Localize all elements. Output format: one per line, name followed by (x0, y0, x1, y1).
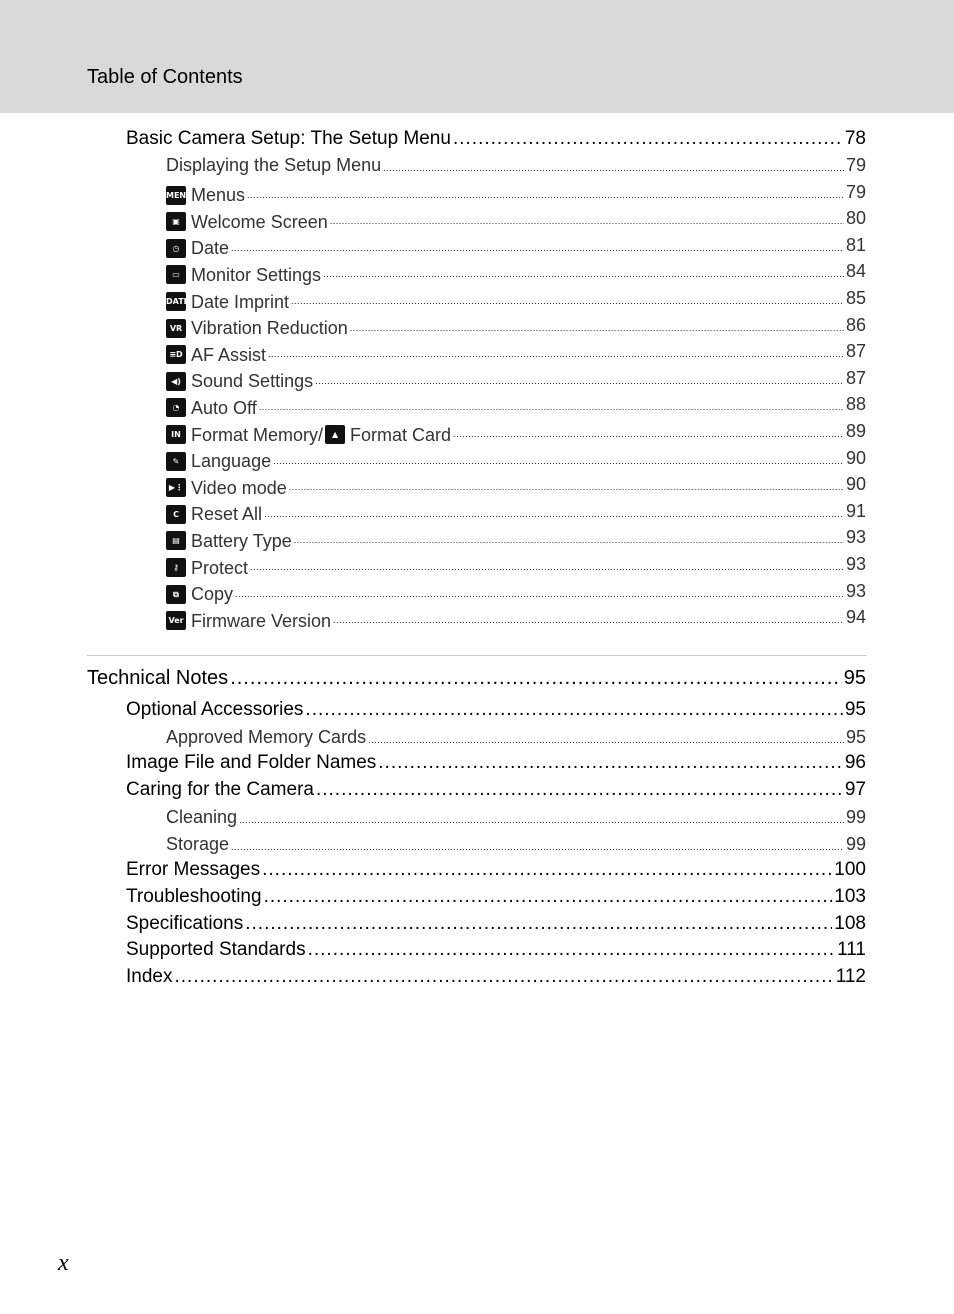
leader-dots (305, 697, 842, 723)
toc-entry[interactable] (126, 911, 866, 937)
toc-entry-page: 95 (843, 667, 866, 689)
toc-entry-page: 93 (845, 580, 866, 601)
toc-entry-label: AF Assist (191, 344, 267, 365)
toc-entry-label: Format Card (350, 424, 452, 445)
leader-dots (330, 208, 844, 234)
toc-entry-page: 93 (845, 527, 866, 548)
toc-entry-technical-notes[interactable] (87, 665, 866, 691)
toc-entry-page: 108 (834, 912, 866, 934)
toc-entry-page: 99 (845, 833, 866, 854)
toc-entry-label: Index (126, 966, 173, 987)
toc-entry[interactable] (166, 285, 866, 311)
auto-off-icon: ◔ (166, 398, 186, 417)
toc-entry-label: Storage (166, 833, 230, 854)
toc-entry-label-group (166, 315, 348, 341)
toc-entry-page: 89 (845, 421, 866, 441)
toc-entry[interactable] (166, 445, 866, 471)
date-imprint-icon: DATE (166, 292, 186, 311)
toc-entry-page: 90 (845, 474, 866, 495)
toc-entry[interactable] (126, 857, 866, 883)
toc-entry-page: 95 (844, 699, 866, 720)
toc-entry-label: Welcome Screen (191, 211, 328, 232)
toc-entry-label: Date Imprint (191, 291, 290, 312)
toc-entry-page: 86 (845, 314, 866, 335)
toc-entry-label: Firmware Version (191, 610, 332, 631)
key-icon: ⚷ (166, 558, 186, 577)
toc-entry[interactable] (166, 471, 866, 497)
toc-entry-label: Copy (191, 584, 234, 605)
toc-entry-page: 94 (845, 607, 866, 628)
toc-entry-label: Caring for the Camera (126, 779, 314, 801)
toc-entry-page: 112 (835, 966, 866, 987)
toc-entry[interactable] (166, 179, 866, 205)
toc-entry[interactable] (166, 604, 866, 630)
toc-entry[interactable] (166, 232, 866, 258)
toc-entry-page: 103 (834, 885, 866, 907)
toc-entry-label: Auto Off (191, 397, 257, 418)
toc-entry-page: 84 (845, 261, 866, 282)
leader-dots (453, 421, 844, 447)
leader-dots (231, 235, 844, 261)
leader-dots (247, 182, 844, 208)
leader-dots (350, 315, 844, 341)
toc-entry-label: Error Messages (126, 859, 261, 881)
toc-entry[interactable] (166, 205, 866, 231)
section-divider (87, 655, 867, 656)
leader-dots (259, 394, 844, 420)
leader-dots (383, 155, 844, 181)
leader-dots (368, 727, 844, 753)
toc-entry-label: Technical Notes (87, 667, 229, 689)
toc-entry-label: Menus (191, 185, 246, 206)
leader-dots (264, 501, 844, 527)
toc-entry-label-group (166, 555, 248, 581)
clock-icon: ◷ (166, 239, 186, 258)
toc-entry-page: 87 (845, 367, 866, 388)
toc-entry-label-group (166, 475, 287, 501)
toc-entry[interactable] (166, 804, 866, 830)
toc-entry-page: 79 (845, 155, 866, 175)
welcome-screen-icon: ▣ (166, 212, 186, 231)
toc-entry-label: Specifications (126, 912, 244, 934)
toc-entry[interactable] (166, 551, 866, 577)
toc-entry-page: 93 (845, 554, 866, 574)
toc-entry-page: 85 (845, 288, 866, 308)
toc-entry-page: 78 (844, 128, 866, 149)
toc-entry[interactable] (166, 498, 866, 524)
toc-entry[interactable] (166, 365, 866, 391)
toc-entry-label-group (166, 448, 271, 474)
toc-entry-label: Cleaning (166, 806, 238, 827)
toc-entry-label-group (166, 368, 313, 394)
leader-dots (294, 527, 844, 553)
toc-entry-page: 95 (845, 726, 866, 747)
leader-dots (268, 341, 844, 367)
toc-entry-page: 90 (845, 447, 866, 468)
toc-entry-label: Monitor Settings (191, 264, 322, 285)
toc-entry[interactable] (126, 937, 866, 963)
toc-entry[interactable] (126, 884, 866, 910)
toc-entry-label-group (166, 235, 229, 261)
toc-entry[interactable] (166, 578, 866, 604)
toc-entry[interactable] (166, 258, 866, 284)
format-memory-icon: IN (166, 425, 186, 444)
toc-entry-label: Basic Camera Setup: The Setup Menu (126, 128, 451, 149)
vibration-reduction-icon: VR (166, 319, 186, 338)
leader-dots (378, 750, 843, 776)
toc-entry-page: 91 (845, 500, 866, 521)
toc-entry-label-group (166, 608, 331, 634)
leader-dots (308, 937, 836, 963)
toc-entry-label-group (166, 528, 292, 554)
leader-dots (230, 665, 842, 691)
format-card-icon: ▲ (325, 425, 345, 444)
leader-dots (316, 777, 843, 803)
leader-dots (273, 448, 844, 474)
toc-entry-label: Date (191, 238, 230, 259)
leader-dots (174, 964, 833, 990)
leader-dots (235, 581, 844, 607)
toc-entry-label-group (166, 501, 262, 527)
toc-entry[interactable] (166, 338, 866, 364)
toc-entry-label-group (166, 262, 321, 288)
toc-entry-page: 96 (844, 752, 866, 774)
leader-dots (245, 911, 832, 937)
language-icon: ✎ (166, 452, 186, 471)
toc-entry-label: Protect (191, 557, 249, 578)
monitor-settings-icon: ▭ (166, 265, 186, 284)
toc-entry-label-group (166, 209, 328, 235)
toc-entry-setup-menu[interactable] (126, 126, 866, 152)
toc-entry[interactable] (166, 391, 866, 417)
toc-entry-page: 97 (844, 779, 866, 801)
toc-entry-page: 79 (845, 181, 866, 202)
leader-dots (291, 288, 844, 314)
reset-all-icon: C (166, 505, 186, 524)
toc-entry[interactable] (166, 724, 866, 750)
toc-entry-label: Image File and Folder Names (126, 752, 377, 774)
leader-dots (262, 857, 832, 883)
toc-entry-label-group (166, 395, 257, 421)
leader-dots (333, 607, 844, 633)
toc-entry[interactable] (126, 964, 866, 990)
toc-entry-label-group (166, 289, 289, 315)
toc-entry-page: 99 (845, 806, 866, 827)
toc-entry-label-group (166, 581, 233, 607)
page-number: x (58, 1250, 69, 1276)
toc-entry[interactable] (166, 524, 866, 550)
toc-entry-page: 88 (845, 394, 866, 415)
toc-entry-page: 87 (845, 341, 866, 362)
leader-dots (231, 834, 844, 860)
page-title: Table of Contents (87, 66, 243, 88)
copy-icon: ⧉ (166, 585, 186, 604)
toc-entry-label-group (166, 342, 266, 368)
toc-entry-page: 80 (845, 208, 866, 229)
toc-entry[interactable] (166, 418, 866, 444)
toc-entry-label-group (166, 182, 245, 208)
toc-entry-label: Sound Settings (191, 371, 314, 392)
toc-entry-label: Vibration Reduction (191, 318, 348, 339)
toc-entry-label: Battery Type (191, 530, 292, 551)
firmware-version-icon: Ver (166, 611, 186, 630)
toc-entry[interactable] (126, 777, 866, 803)
toc-entry[interactable] (166, 312, 866, 338)
toc-entry[interactable] (166, 831, 866, 857)
header-band (0, 0, 954, 113)
toc-entry-label: Optional Accessories (126, 699, 304, 720)
toc-entry-label: Format Memory/ (191, 424, 324, 445)
af-assist-icon: ≡D (166, 345, 186, 364)
toc-entry-page: 81 (845, 234, 866, 255)
toc-entry-page: 100 (834, 859, 866, 881)
leader-dots (239, 807, 844, 833)
toc-entry[interactable] (166, 152, 866, 178)
toc-entry-label: Video mode (191, 477, 287, 498)
toc-entry-label: Approved Memory Cards (166, 726, 367, 747)
toc-entry-label: Language (191, 451, 272, 472)
toc-entry-label-group (166, 152, 381, 178)
toc-entry[interactable] (126, 750, 866, 776)
menu-icon: MENU (166, 186, 186, 205)
toc-entry-label: Supported Standards (126, 939, 306, 961)
toc-entry-label-group (166, 422, 451, 448)
toc-entry-label: Troubleshooting (126, 885, 262, 907)
leader-dots (453, 126, 843, 152)
battery-type-icon: ▤ (166, 531, 186, 550)
leader-dots (264, 884, 833, 910)
speaker-icon: ◀) (166, 372, 186, 391)
toc-entry-page: 111 (837, 939, 866, 961)
leader-dots (323, 261, 844, 287)
toc-entry-label: Reset All (191, 504, 263, 525)
leader-dots (289, 474, 844, 500)
toc-entry-label: Displaying the Setup Menu (166, 155, 382, 175)
leader-dots (250, 554, 844, 580)
video-mode-icon: ▶⋮ (166, 478, 186, 497)
toc-entry[interactable] (126, 697, 866, 723)
leader-dots (315, 368, 844, 394)
